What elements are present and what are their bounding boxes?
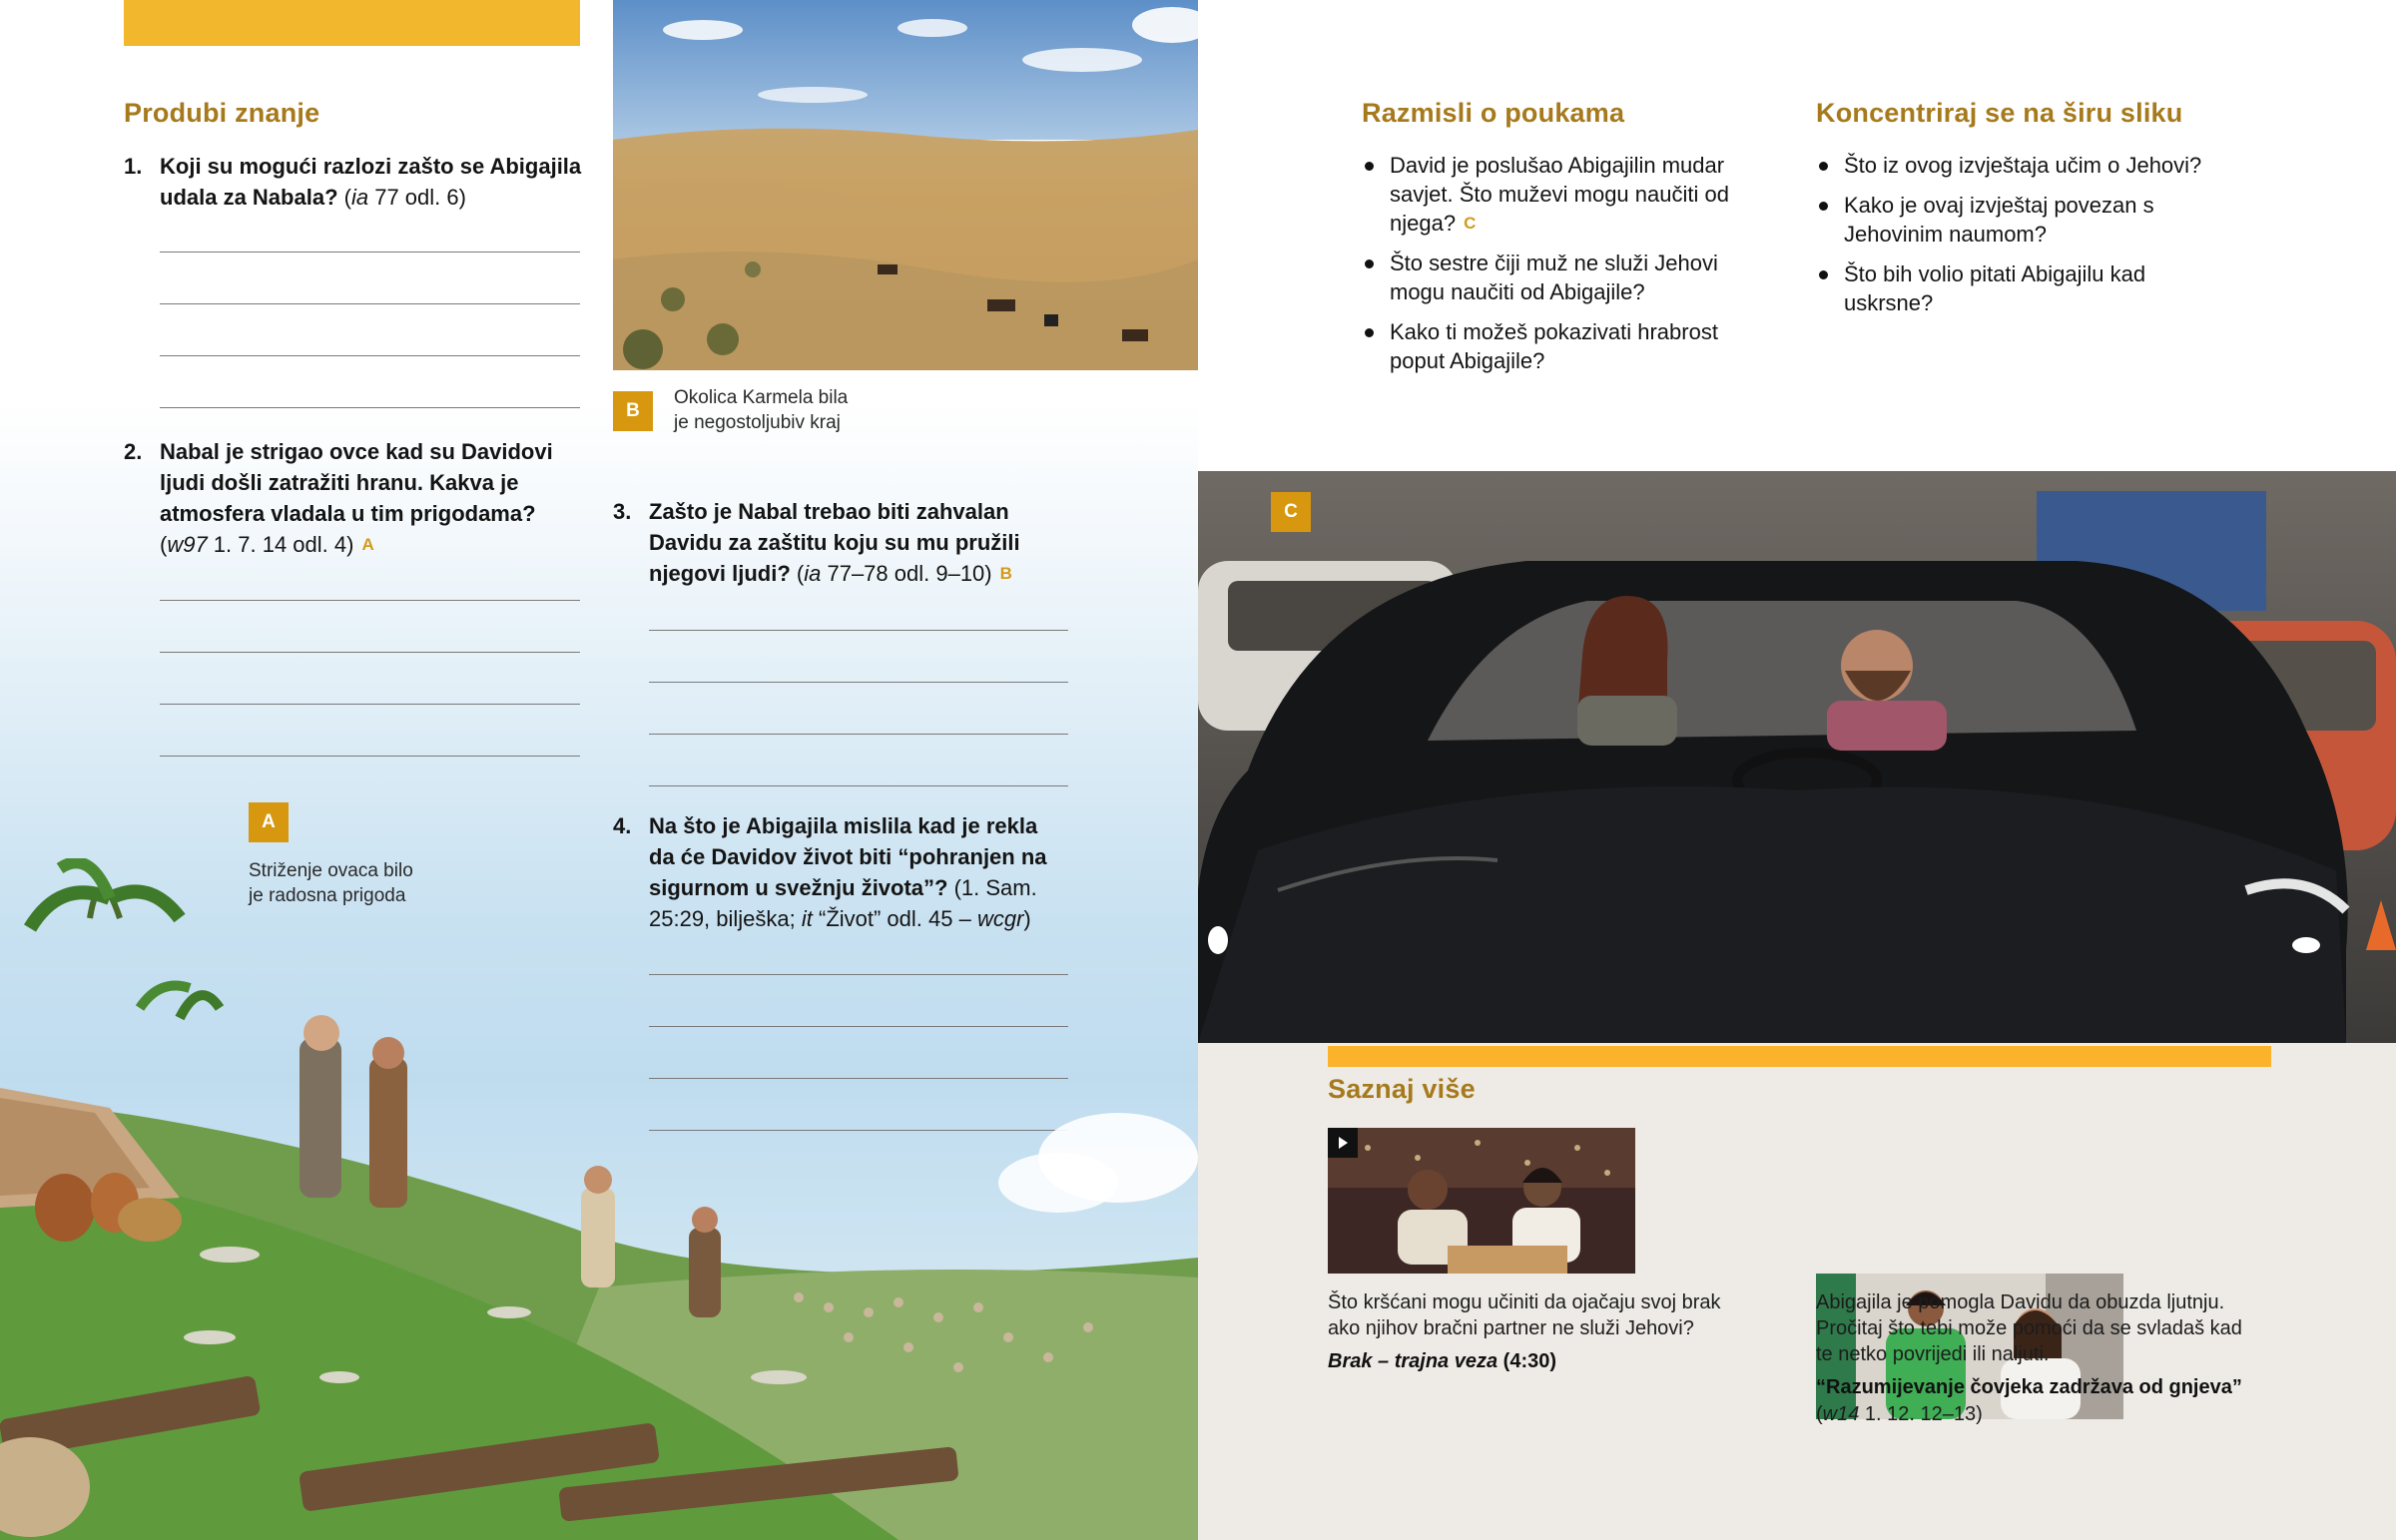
section-heading-koncentriraj: Koncentriraj se na širu sliku bbox=[1816, 98, 2183, 128]
question-number: 1. bbox=[124, 154, 143, 179]
image-label-badge-c: C bbox=[1271, 492, 1311, 532]
video-thumbnail-image bbox=[1328, 1128, 1635, 1274]
answer-line bbox=[160, 407, 580, 408]
image-label-badge-a: A bbox=[249, 802, 289, 842]
answer-lines-1[interactable] bbox=[160, 252, 580, 459]
play-triangle-icon bbox=[1336, 1136, 1350, 1150]
video-duration: (4:30) bbox=[1502, 1350, 1557, 1372]
answer-line bbox=[649, 630, 1068, 631]
answer-line bbox=[649, 785, 1068, 786]
section-heading-razmisli: Razmisli o poukama bbox=[1362, 98, 1625, 128]
article-reference bbox=[1816, 1401, 2245, 1427]
question-ref-rest: 77 odl. 6) bbox=[368, 185, 466, 210]
question-number: 2. bbox=[124, 439, 143, 464]
header-accent-bar bbox=[124, 0, 580, 46]
article-ref-rest: 1. 12. 12–13) bbox=[1859, 1403, 1983, 1425]
caption-line: Okolica Karmela bila bbox=[674, 387, 849, 408]
answer-line bbox=[649, 682, 1068, 683]
question-ref-rest: 1. 7. 14 odl. 4) bbox=[207, 532, 354, 557]
question-ref-open: ( bbox=[790, 561, 805, 586]
question-ref-open: ( bbox=[337, 185, 351, 210]
list-item bbox=[1362, 317, 1761, 375]
section-heading-saznaj: Saznaj više bbox=[1328, 1074, 1476, 1104]
photo-couple-in-car bbox=[1198, 471, 2396, 1043]
question-number: 3. bbox=[613, 499, 632, 524]
video-title-link[interactable] bbox=[1328, 1348, 1757, 1375]
caption-line: je radosna prigoda bbox=[249, 885, 406, 906]
list-item-text: Što iz ovog izvještaja učim o Jehovi? bbox=[1844, 153, 2202, 178]
caption-photo-b bbox=[674, 385, 874, 435]
question-text: Zašto je Nabal trebao biti zahvalan Davidu za zaštitu koju su mu pružili njegovi ljudi? bbox=[649, 499, 1020, 586]
razmisli-list bbox=[1362, 151, 1761, 386]
answer-line bbox=[160, 303, 580, 304]
question-ref-italic: ia bbox=[804, 561, 822, 586]
answer-line bbox=[160, 600, 580, 601]
list-item-text: Kako je ovaj izvještaj povezan s Jehovinim naumom? bbox=[1844, 193, 2154, 247]
question-ref-italic: it bbox=[801, 906, 813, 931]
answer-line bbox=[160, 756, 580, 757]
list-item bbox=[1816, 191, 2155, 249]
answer-line bbox=[160, 355, 580, 356]
image-label-badge-b: B bbox=[613, 391, 653, 431]
car-scene-image bbox=[1198, 471, 2396, 1043]
question-3 bbox=[613, 496, 1062, 589]
answer-lines-2[interactable] bbox=[160, 600, 580, 807]
illustration-sheep-shearing bbox=[0, 858, 1198, 1540]
answer-line bbox=[649, 734, 1068, 735]
article-description: Abigajila je pomogla Davidu da obuzda ljutnju. Pročitaj što tebi može pomoći da se svladaš kad te netko povrijedi ili naljuti. bbox=[1816, 1291, 2242, 1365]
question-number: 4. bbox=[613, 813, 632, 838]
image-reference-marker[interactable]: B bbox=[999, 564, 1012, 583]
learn-more-accent-bar bbox=[1328, 1046, 2271, 1067]
question-text: Koji su mogući razlozi zašto se Abigajila udala za Nabala? bbox=[160, 154, 582, 210]
sheep-shearing-scene bbox=[0, 858, 1198, 1540]
article-ref-italic: w14 bbox=[1822, 1403, 1860, 1425]
photo-carmel-landscape bbox=[613, 0, 1198, 370]
koncentriraj-list bbox=[1816, 151, 2245, 328]
question-2 bbox=[124, 436, 583, 560]
question-ref-italic: ia bbox=[350, 185, 369, 210]
section-heading-produbi: Produbi znanje bbox=[124, 98, 320, 128]
question-ref-part: (1. Sam. 25:29, bilješka; bbox=[649, 875, 1037, 931]
play-icon[interactable] bbox=[1328, 1128, 1358, 1158]
answer-line bbox=[160, 652, 580, 653]
answer-lines-3[interactable] bbox=[649, 630, 1068, 837]
image-reference-marker[interactable]: C bbox=[1464, 214, 1477, 233]
question-ref-part: “Život” odl. 45 – bbox=[812, 906, 977, 931]
video-thumbnail[interactable] bbox=[1328, 1128, 1635, 1274]
question-ref-italic: w97 bbox=[167, 532, 208, 557]
question-ref-part: ) bbox=[1023, 906, 1031, 931]
question-ref-italic: wcgr bbox=[976, 906, 1024, 931]
question-1 bbox=[124, 151, 583, 213]
question-text: Na što je Abigajila mislila kad je rekla da će Davidov život biti “pohranjen na sigurnom u svežnju života”? bbox=[649, 813, 1047, 900]
list-item bbox=[1816, 259, 2155, 317]
question-ref-open: ( bbox=[160, 532, 168, 557]
landscape-image bbox=[613, 0, 1198, 370]
list-item-text: Kako ti možeš pokazivati hrabrost poput Abigajile? bbox=[1390, 319, 1718, 373]
list-item bbox=[1816, 151, 2245, 180]
list-item bbox=[1362, 249, 1761, 306]
image-reference-marker[interactable]: A bbox=[361, 535, 374, 554]
list-item-text: David je poslušao Abigajilin mudar savjet. Što muževi mogu naučiti od njega? bbox=[1390, 153, 1729, 236]
list-item-text: Što bih volio pitati Abigajilu kad uskrsne? bbox=[1844, 261, 2146, 315]
article-ref-open: ( bbox=[1816, 1403, 1823, 1425]
article-title-link[interactable]: “Razumijevanje čovjeka zadržava od gnjeva” bbox=[1816, 1376, 2242, 1398]
video-description: Što kršćani mogu učiniti da ojačaju svoj brak ako njihov bračni partner ne služi Jehovi? bbox=[1328, 1291, 1721, 1339]
answer-line bbox=[160, 252, 580, 253]
caption-line: Striženje ovaca bilo bbox=[249, 860, 413, 881]
caption-line: je negostoljubiv kraj bbox=[674, 412, 841, 433]
video-title: Brak – trajna veza bbox=[1328, 1350, 1498, 1372]
caption-illustration-a bbox=[249, 858, 448, 908]
list-item bbox=[1362, 151, 1761, 238]
question-text: Nabal je strigao ovce kad su Davidovi ljudi došli zatražiti hranu. Kakva je atmosfera vladala u tim prigodama? bbox=[160, 439, 553, 526]
answer-line bbox=[160, 704, 580, 705]
list-item-text: Što sestre čiji muž ne služi Jehovi mogu naučiti od Abigajile? bbox=[1390, 251, 1718, 304]
question-ref-rest: 77–78 odl. 9–10) bbox=[821, 561, 992, 586]
